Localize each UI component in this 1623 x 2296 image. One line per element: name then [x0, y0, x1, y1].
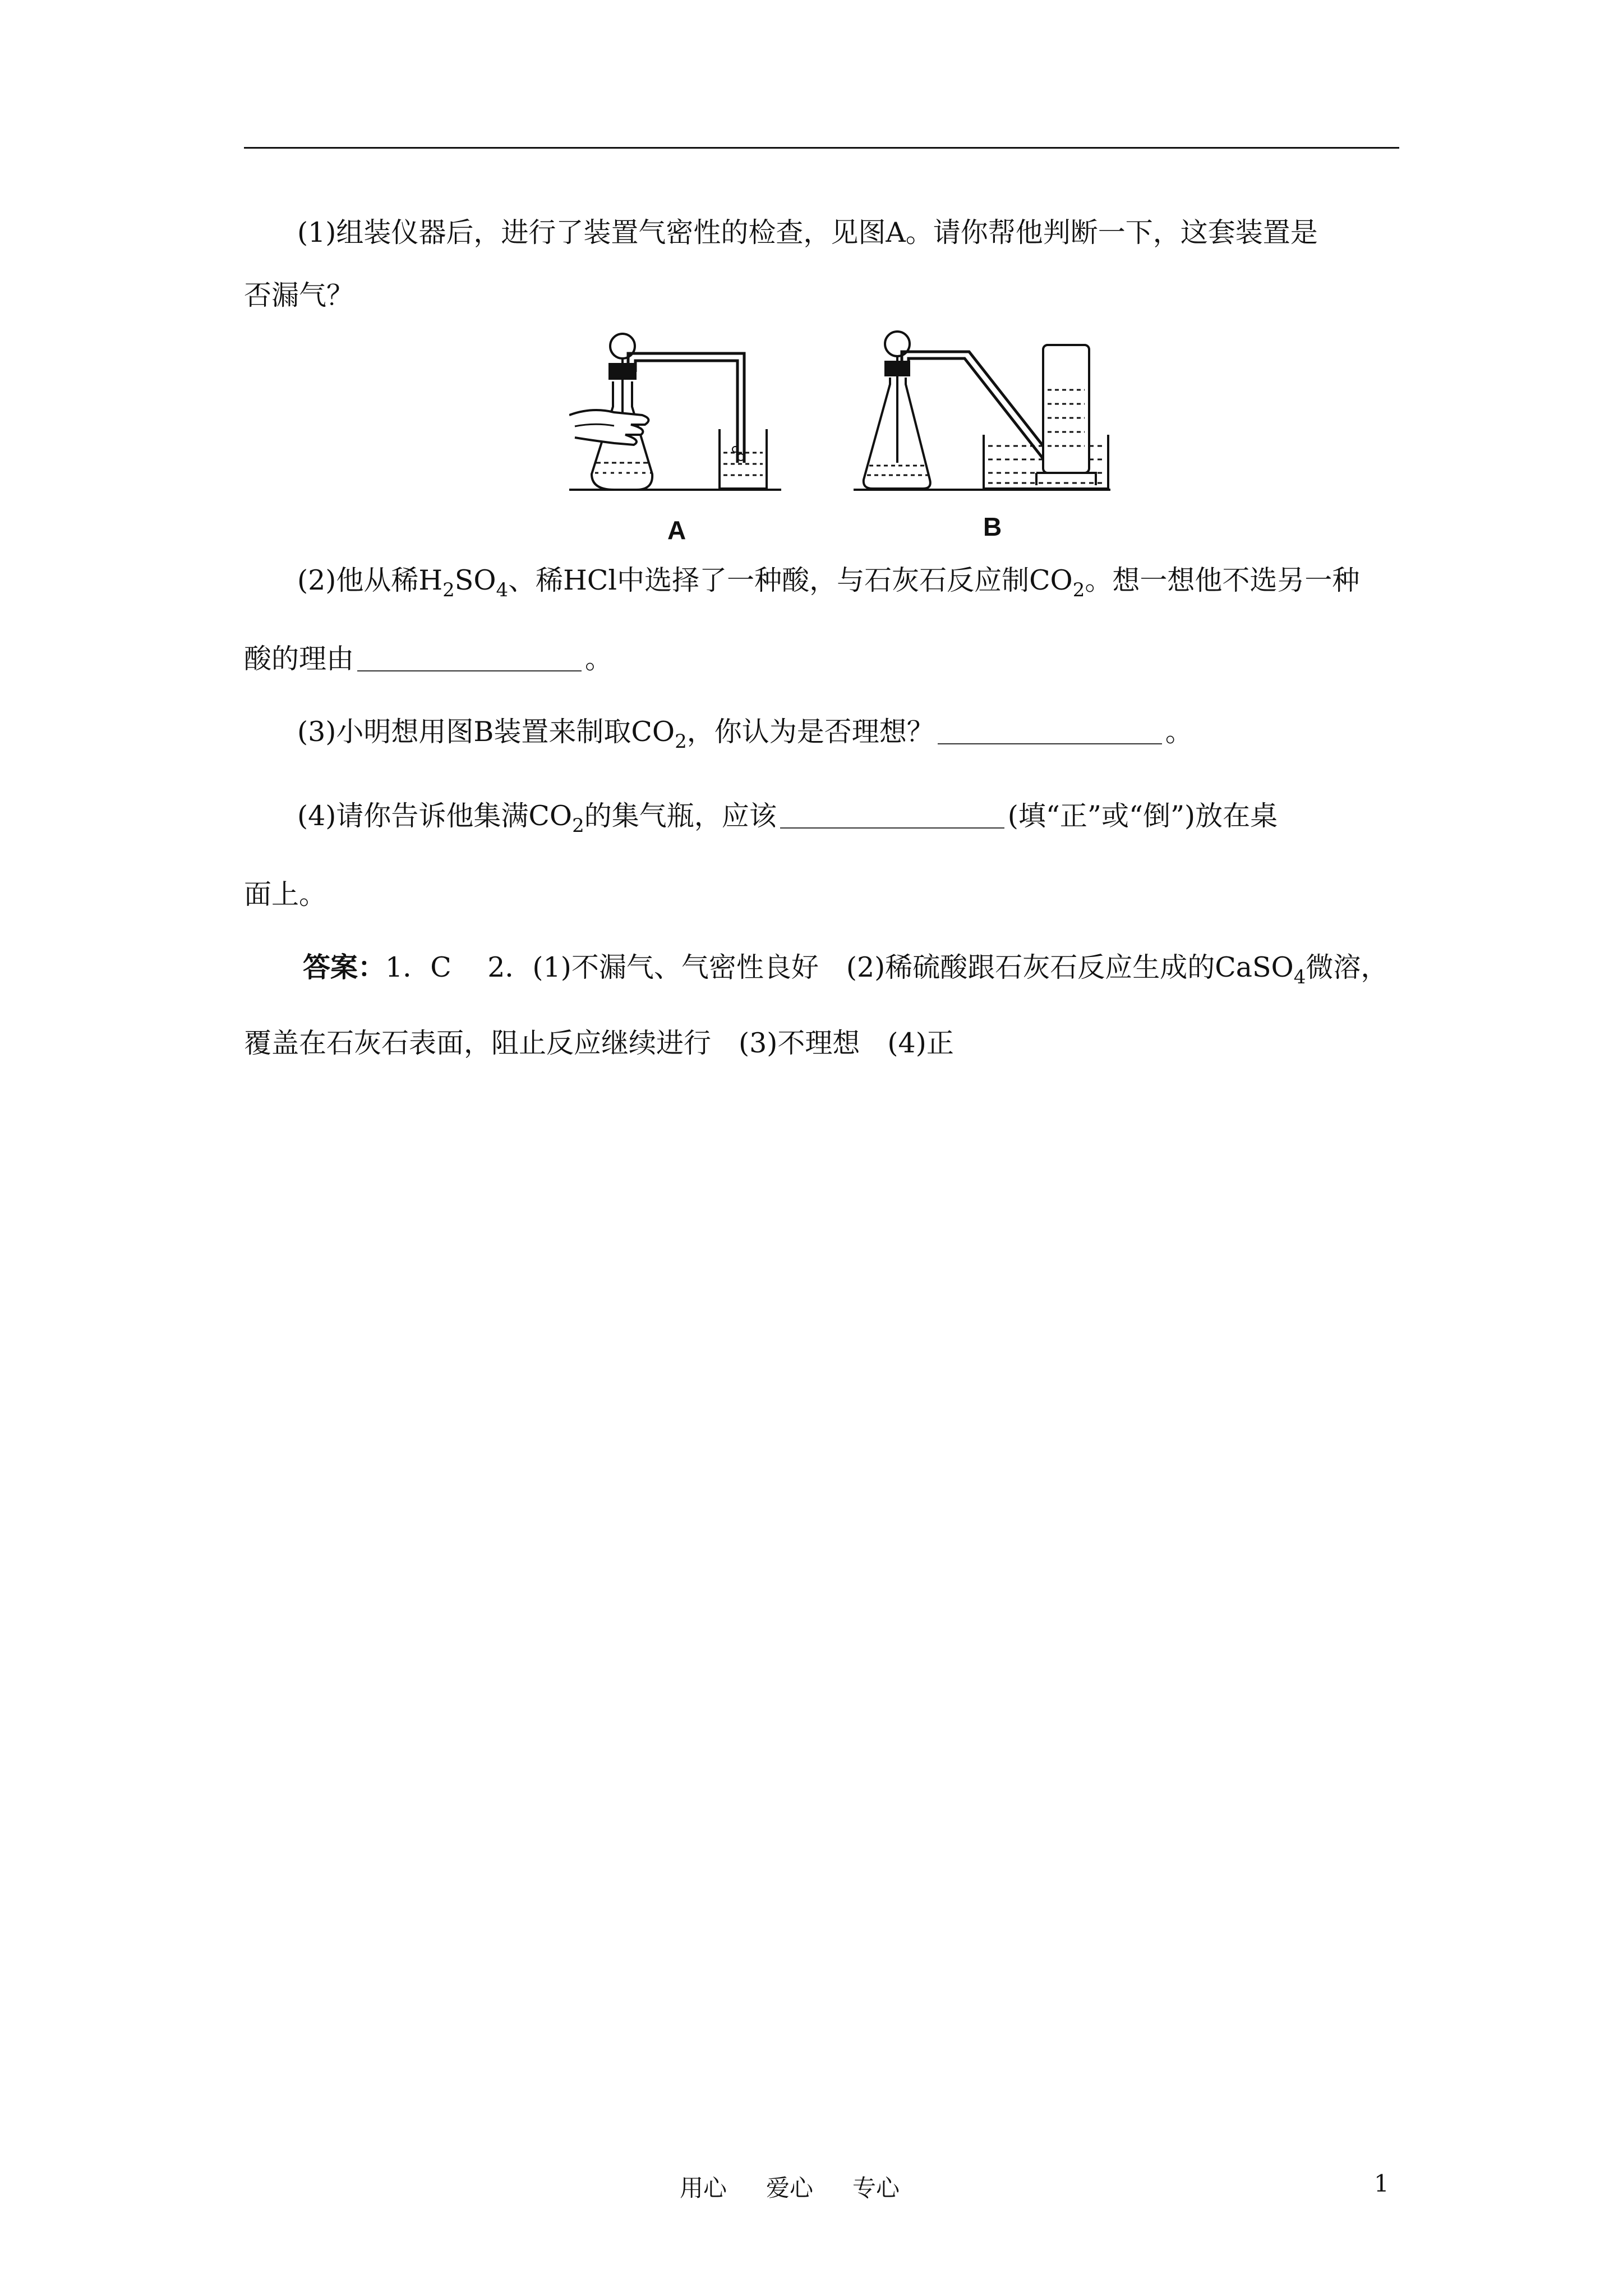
question-4-line-1: (4)请你告诉他集满$CO_2$的集气瓶，应该 (填“正”或“倒”)放在桌 — [297, 800, 1278, 837]
question-2-line-1: (2)他从稀$H_2SO_4$、稀HCl中选择了一种酸，与石灰石反应制$CO_2$。想一想他不选另一种 — [297, 564, 1360, 601]
footer-motto-3: 专心 — [852, 2174, 900, 2202]
answer-blank-2 — [357, 648, 582, 671]
question-2-line-2: 酸的理由 。 — [244, 643, 613, 675]
footer-motto-2: 爱心 — [766, 2174, 814, 2202]
question-1-line-1: (1)组装仪器后，进行了装置气密性的检查，见图A。请你帮他判断一下，这套装置是 — [297, 217, 1318, 249]
answer-label: 答案： — [303, 951, 386, 983]
question-3: (3)小明想用图B装置来制取$CO_2$，你认为是否理想？ 。 — [297, 716, 1193, 753]
question-1-line-2: 否漏气？ — [244, 279, 354, 311]
figure-b-label: B — [983, 512, 1002, 541]
figure-a-label: A — [667, 516, 686, 545]
answer-blank-3 — [938, 721, 1162, 744]
page-number: 1 — [1374, 2170, 1389, 2197]
answer-line-2: 覆盖在石灰石表面，阻止反应继续进行 (3)不理想 (4)正 — [244, 1027, 954, 1059]
answer-blank-4 — [780, 805, 1004, 829]
answer-line-1: 答案：1．C 2．(1)不漏气、气密性良好 (2)稀硫酸跟石灰石反应生成的CaSO$_4$微溶， — [303, 951, 1389, 988]
header-rule — [244, 147, 1399, 149]
footer-motto-1: 用心 — [680, 2174, 727, 2202]
figure-b-apparatus-diagram — [854, 323, 1112, 502]
figure-a-apparatus-diagram — [569, 323, 782, 502]
question-4-line-2: 面上。 — [244, 878, 327, 910]
